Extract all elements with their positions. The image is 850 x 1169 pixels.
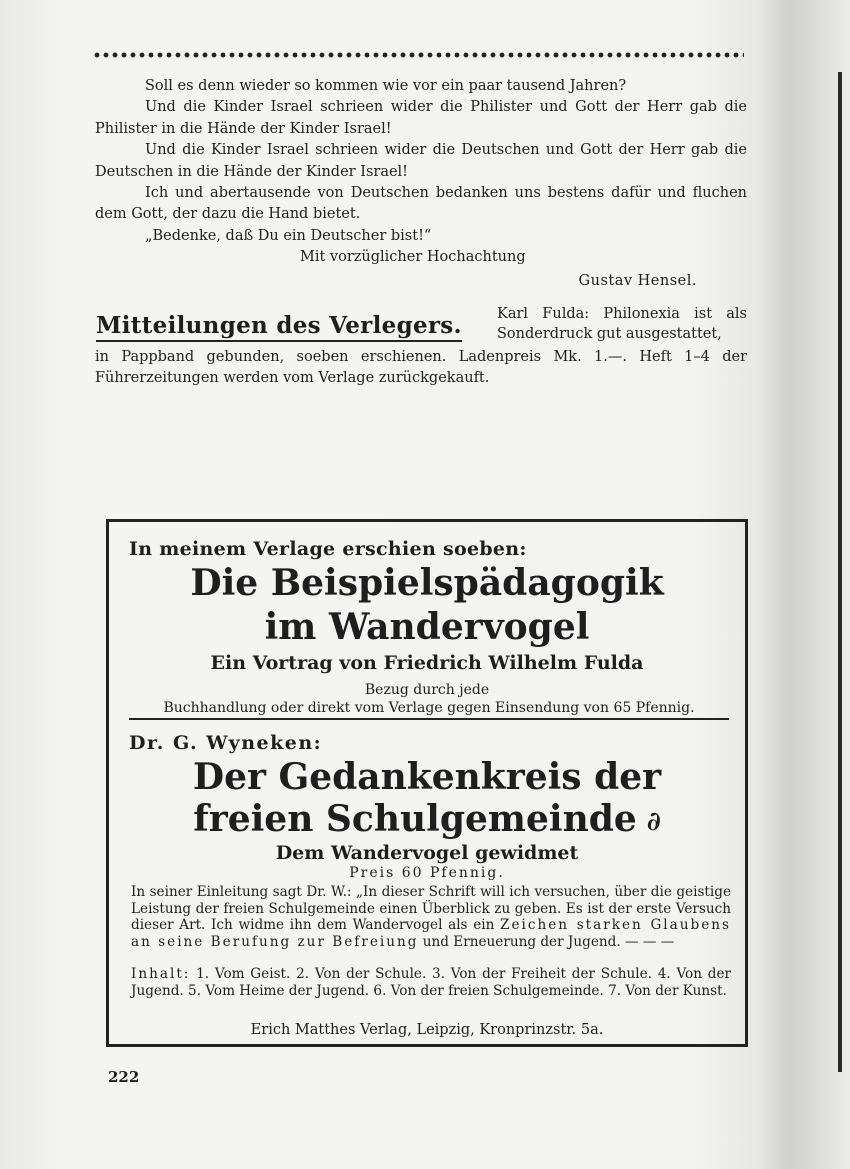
facing-page-border	[838, 72, 842, 1072]
ad-intro: In meinem Verlage erschien soeben:	[129, 538, 527, 560]
letter-line: Soll es denn wieder so kommen wie vor ein paar tausend Jahren?	[145, 78, 627, 94]
publisher-body-text: in Pappband gebunden, soeben erschienen. Ladenpreis Mk. 1.—. Heft 1–4 der Führerzeitungen werden vom Verlage zurückgekauft.	[95, 349, 747, 386]
page-number: 222	[108, 1068, 140, 1086]
letter-line: „Bedenke, daß Du ein Deutscher bist!“	[145, 227, 432, 244]
ad-title1-line2: im Wandervogel	[264, 606, 590, 648]
letter-line: Ich und abertausende von Deutschen bedanken uns bestens dafür und fluchen dem Gott, der dazu die Hand bietet.	[95, 185, 747, 223]
ad-title2-line1: Der Gedankenkreis der	[192, 756, 662, 798]
ornament-icon: ∂	[646, 807, 661, 837]
letter-line: Und die Kinder Israel schrieen wider die Philister und Gott der Herr gab die Philister in die Hände der Kinder Israel!	[95, 99, 747, 137]
ad-title2-line2-wrap	[109, 798, 745, 843]
letter-closing: Mit vorzüglicher Hochachtung	[300, 249, 526, 266]
ad-price: Preis 60 Pfennig.	[349, 865, 505, 881]
publisher-side-text: Karl Fulda: Philonexia ist als Sonderdruck gut ausgestattet,	[497, 306, 747, 342]
ad-purchase-line2: Buchhandlung oder direkt vom Verlage gegen Einsendung von 65 Pfennig.	[129, 700, 729, 720]
decorative-rule	[92, 50, 744, 60]
letter-line: Und die Kinder Israel schrieen wider die Deutschen und Gott der Herr gab die Deutschen in die Hände der Kinder Israel!	[95, 142, 747, 180]
publisher-heading: Mitteilungen des Verlegers.	[96, 312, 462, 342]
ad-blurb-spaced: Zeichen starken Glaubens an seine Berufung zur Befreiung	[131, 917, 731, 950]
ad-purchase-line1: Bezug durch jede	[364, 682, 490, 698]
letter-text	[95, 76, 747, 292]
ad-title2-line2: freien Schulgemeinde	[193, 798, 637, 840]
ad-author2: Dr. G. Wyneken:	[129, 732, 323, 754]
ad-toc-label: Inhalt:	[131, 966, 191, 982]
ad-blurb	[131, 884, 731, 950]
letter-signature: Gustav Hensel.	[578, 272, 697, 289]
ad-blurb-end: und Erneuerung der Jugend. — — —	[422, 933, 675, 950]
ad-blurb-text: In seiner Einleitung sagt Dr. W.: „In dieser Schrift will ich versuchen, über die geistige Leistung der freien Schulgemeinde einen Überblick zu geben. Es ist der erste Versuch dieser Art. Ich widme ihn dem Wandervogel als ein	[131, 884, 731, 934]
ad-imprint: Erich Matthes Verlag, Leipzig, Kronprinzstr. 5a.	[250, 1022, 604, 1038]
ad-table-of-contents	[131, 966, 731, 1000]
ad-subtitle1: Ein Vortrag von Friedrich Wilhelm Fulda	[210, 652, 644, 674]
ad-toc-text: 1. Vom Geist. 2. Von der Schule. 3. Von der Freiheit der Schule. 4. Von der Jugend. 5. Vom Heime der Jugend. 6. Von der freien Schulgemeinde. 7. Von der Kunst.	[131, 966, 731, 999]
ad-title1-line1: Die Beispielspädagogik	[190, 562, 664, 604]
ad-dedication: Dem Wandervogel gewidmet	[275, 842, 579, 864]
advertisement-box	[106, 519, 748, 1047]
